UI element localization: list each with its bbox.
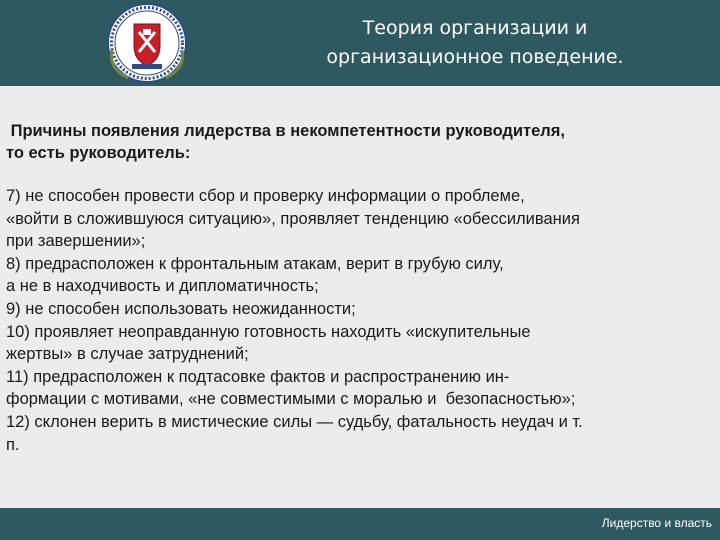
text-line: «войти в сложившуюся ситуацию», проявляет тенденцию «обессиливания [6, 209, 580, 228]
heading-line-1: Причины появления лидерства в некомпетентности руководителя, [6, 122, 566, 140]
header-bar [0, 0, 720, 86]
text-line: жертвы» в случае затруднений; [6, 345, 249, 364]
text-line: а не в находчивость и дипломатичность; [6, 277, 319, 296]
text-line: 7) не способен провести сбор и проверку информации о проблеме, [6, 187, 525, 205]
text-line: 8) предрасположен к фронтальным атакам, верит в грубую силу, [6, 254, 504, 273]
heading-line-2: то есть руководитель: [6, 144, 191, 162]
text-line: 12) склонен верить в мистические силы — судьбу, фатальность неудач и т. [6, 412, 583, 431]
text-line: формации с мотивами, «не совместимыми с моралью и безопасностью»; [6, 390, 576, 409]
text-line: 11) предрасположен к подтасовке фактов и распространению ин- [6, 367, 510, 386]
text-line: 10) проявляет неоправданную готовность находить «искупительные [6, 322, 531, 341]
text-line: при завершении»; [6, 232, 146, 251]
university-seal-logo [104, 2, 190, 84]
body-text [6, 185, 711, 456]
footer-label: Лидерство и власть [601, 516, 712, 530]
title-line-2: организационное поведение. [326, 46, 624, 68]
title-line-1: Теория организации и [362, 17, 588, 39]
text-line: п. [6, 435, 20, 454]
footer-bar [0, 508, 720, 540]
page-title [270, 14, 680, 72]
section-heading [6, 120, 711, 164]
text-line: 9) не способен использовать неожиданности; [6, 299, 356, 318]
